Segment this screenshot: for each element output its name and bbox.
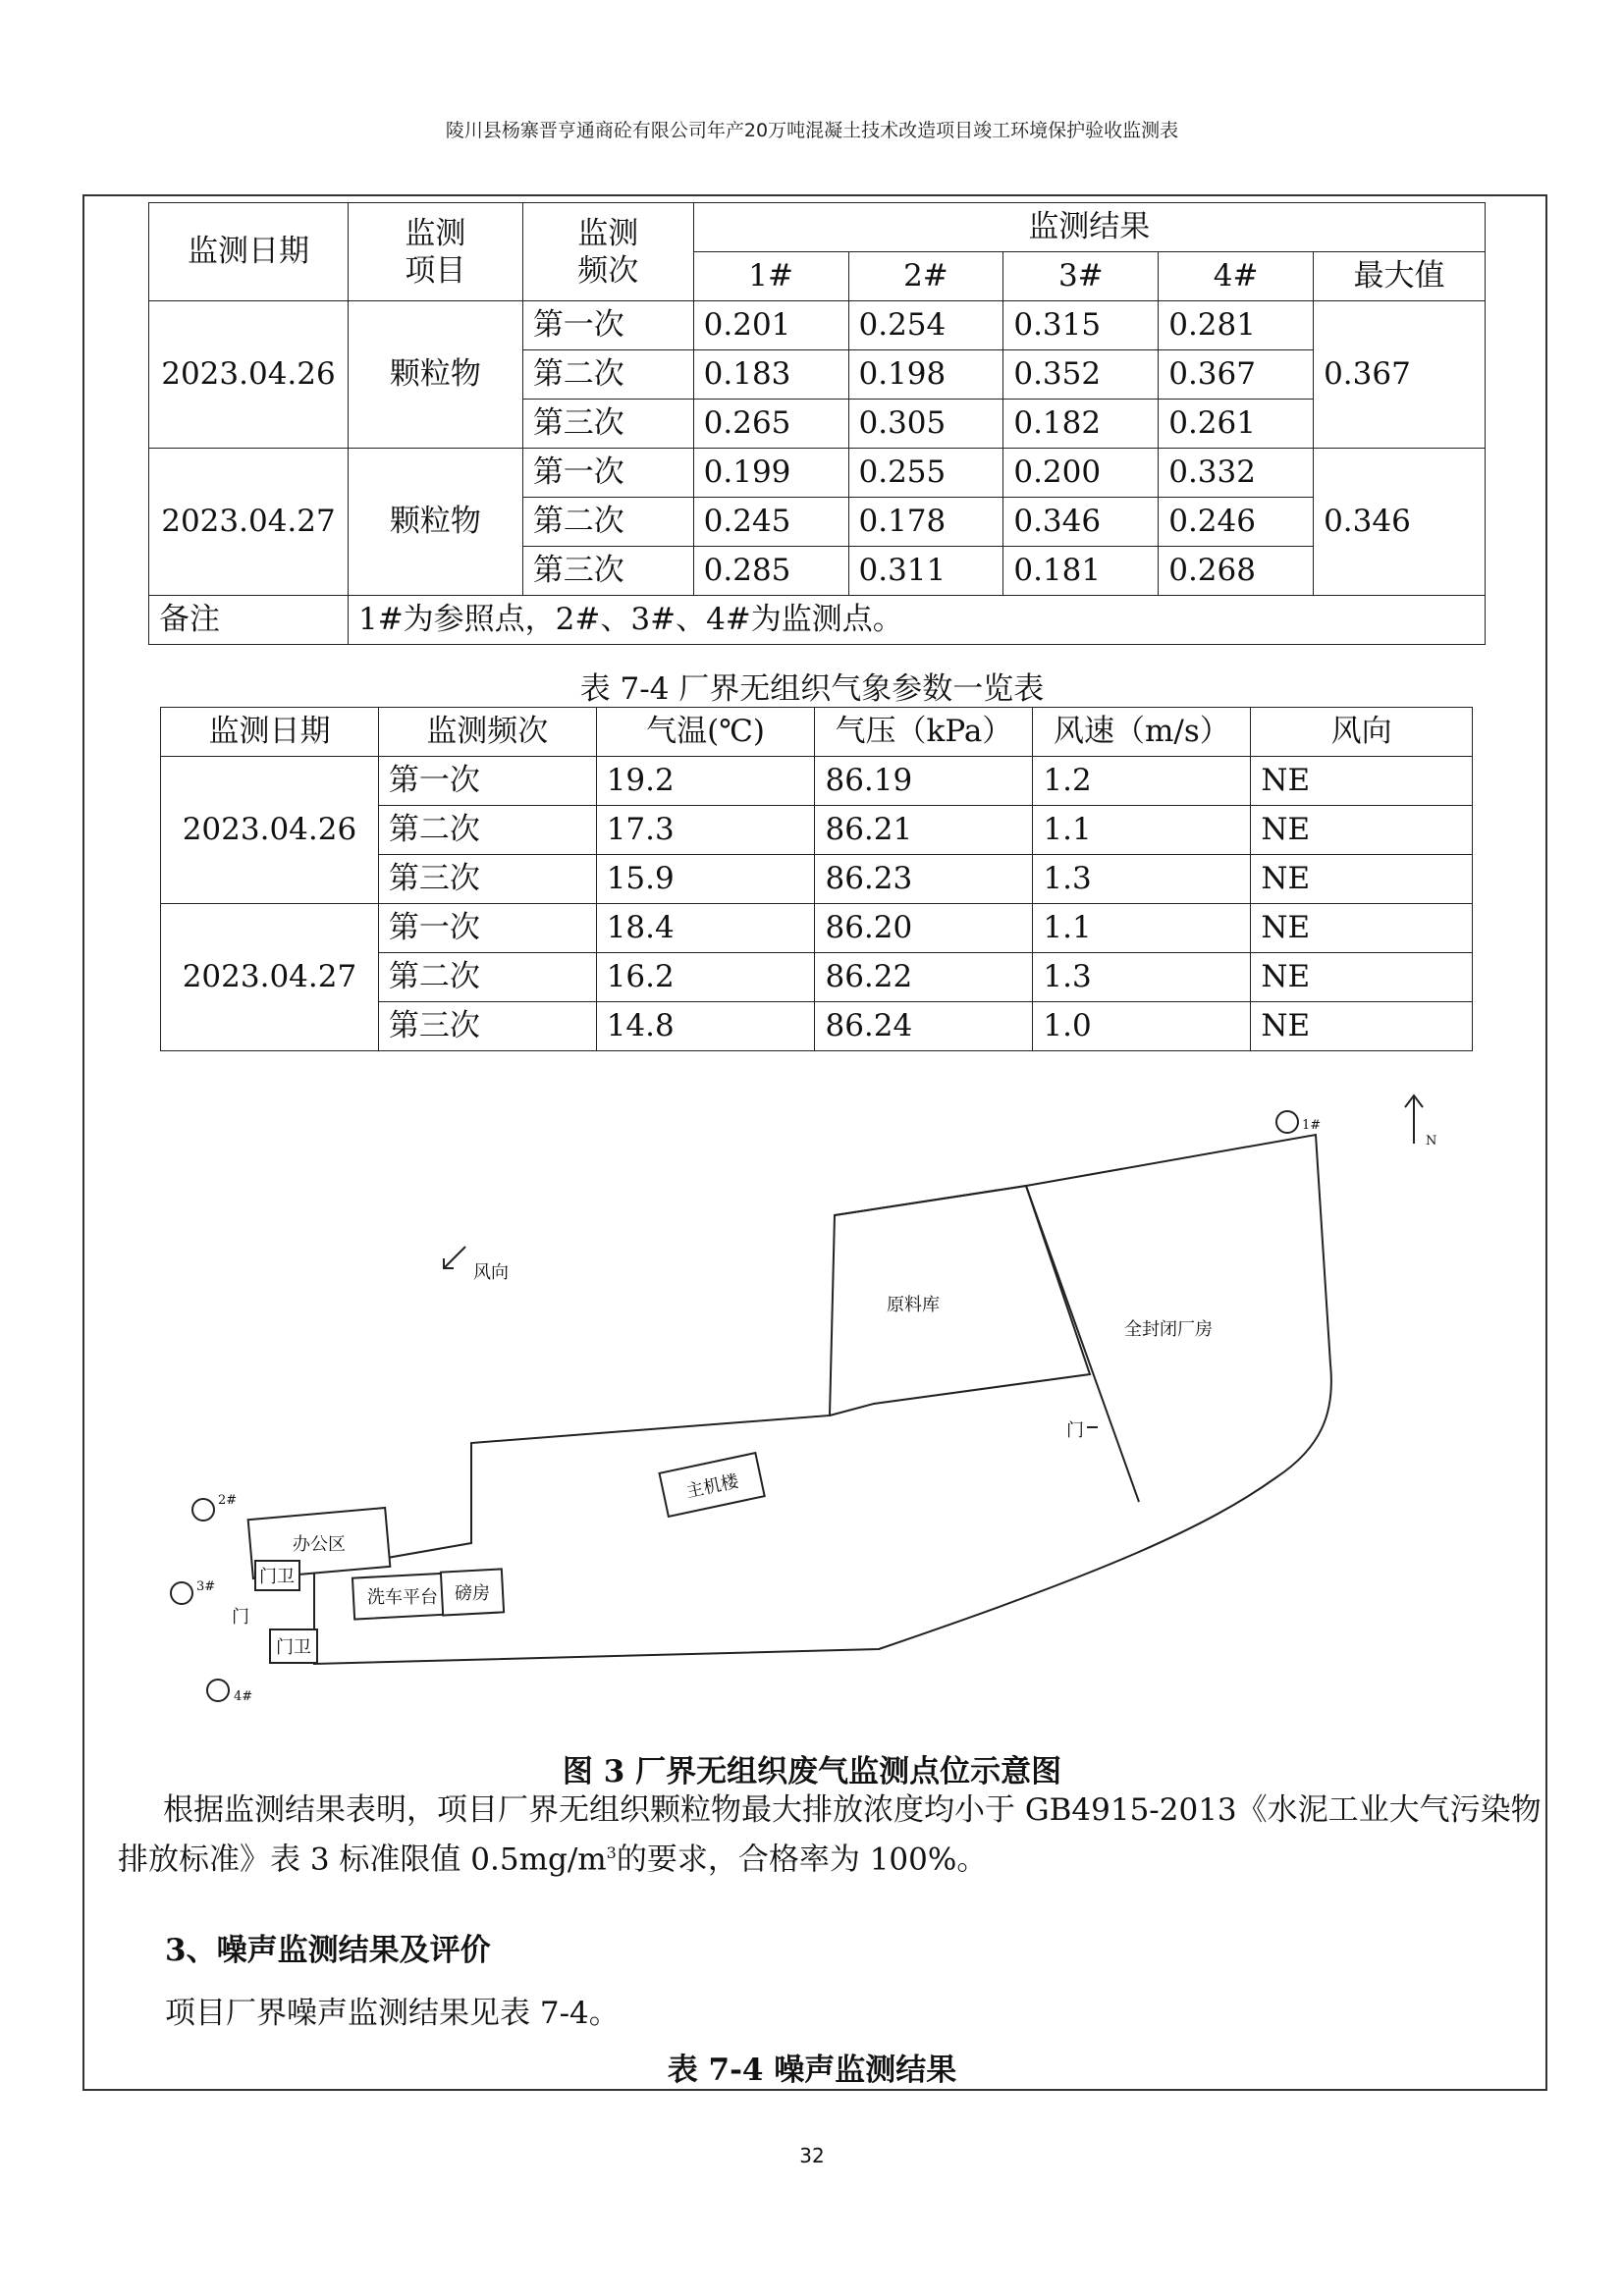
value-cell: 0.200: [1003, 449, 1159, 498]
value-cell: 0.346: [1003, 498, 1159, 547]
value-cell: 0.254: [848, 301, 1003, 350]
value-cell: 18.4: [596, 904, 815, 953]
value-cell: 15.9: [596, 855, 815, 904]
freq-cell: 第一次: [522, 301, 693, 350]
date-cell: 2023.04.27: [161, 904, 379, 1051]
conclusion-text-b: 的要求，合格率为 100%。: [616, 1842, 988, 1878]
weather-params-table: [160, 707, 1473, 1051]
header-wind-direction: 风向: [1251, 708, 1473, 757]
monitoring-point-2: [192, 1499, 214, 1521]
freq-cell: 第二次: [522, 350, 693, 400]
value-cell: 0.178: [848, 498, 1003, 547]
freq-cell: 第三次: [522, 547, 693, 596]
raw-store-outline: [830, 1186, 1090, 1415]
site-diagram: [147, 1090, 1453, 1767]
page-number: 32: [799, 2144, 825, 2167]
value-cell: 0.332: [1159, 449, 1314, 498]
header-max: 最大值: [1314, 252, 1486, 301]
value-cell: 1.3: [1033, 855, 1251, 904]
header-date: 监测日期: [149, 203, 349, 301]
item-cell: 颗粒物: [348, 449, 522, 596]
monitoring-point-4: [207, 1680, 229, 1701]
figure-caption: 图 3 厂界无组织废气监测点位示意图: [562, 1754, 1062, 1789]
conclusion-superscript: 3: [606, 1843, 617, 1862]
wash-platform-label: 洗车平台: [367, 1587, 438, 1608]
plant-divider: [1026, 1186, 1139, 1502]
value-cell: 86.20: [815, 904, 1033, 953]
value-cell: 1.1: [1033, 904, 1251, 953]
value-cell: 1.0: [1033, 1002, 1251, 1051]
value-cell: NE: [1251, 855, 1473, 904]
value-cell: 0.183: [693, 350, 848, 400]
freq-cell: 第一次: [378, 904, 596, 953]
value-cell: 0.268: [1159, 547, 1314, 596]
max-cell: 0.367: [1314, 301, 1486, 449]
gate-label-east: 门: [1066, 1420, 1084, 1441]
header-item: 监测 项目: [348, 203, 522, 301]
header-results: 监测结果: [693, 203, 1485, 252]
value-cell: 19.2: [596, 757, 815, 806]
value-cell: 86.24: [815, 1002, 1033, 1051]
value-cell: 0.311: [848, 547, 1003, 596]
value-cell: 86.21: [815, 806, 1033, 855]
header-frequency: 监测 频次: [522, 203, 693, 301]
value-cell: 0.352: [1003, 350, 1159, 400]
freq-cell: 第二次: [378, 806, 596, 855]
value-cell: 17.3: [596, 806, 815, 855]
value-cell: 0.245: [693, 498, 848, 547]
value-cell: 0.199: [693, 449, 848, 498]
monitoring-point-3: [171, 1582, 192, 1604]
value-cell: 14.8: [596, 1002, 815, 1051]
date-cell: 2023.04.27: [149, 449, 349, 596]
value-cell: NE: [1251, 953, 1473, 1002]
wind-direction-arrow: [444, 1247, 509, 1283]
table-row: [161, 904, 1473, 953]
value-cell: 0.201: [693, 301, 848, 350]
value-cell: 0.315: [1003, 301, 1159, 350]
point-4-label: 4#: [234, 1689, 253, 1704]
main-building-label: 主机楼: [683, 1470, 741, 1503]
value-cell: NE: [1251, 904, 1473, 953]
value-cell: 0.261: [1159, 400, 1314, 449]
section-title: 3、噪声监测结果及评价: [165, 1933, 491, 1968]
conclusion-text-a: 根据监测结果表明，项目厂界无组织颗粒物最大排放浓度均小于 GB4915-2013《水泥工业大气污染物排放标准》表 3 标准限值 0.5mg/m: [118, 1792, 1542, 1878]
freq-cell: 第一次: [378, 757, 596, 806]
value-cell: NE: [1251, 806, 1473, 855]
value-cell: NE: [1251, 1002, 1473, 1051]
wind-label: 风向: [473, 1262, 509, 1283]
point-2-label: 2#: [218, 1493, 238, 1508]
header-pressure: 气压（kPa）: [815, 708, 1033, 757]
value-cell: 1.2: [1033, 757, 1251, 806]
value-cell: 0.265: [693, 400, 848, 449]
value-cell: 0.246: [1159, 498, 1314, 547]
value-cell: 0.255: [848, 449, 1003, 498]
date-cell: 2023.04.26: [149, 301, 349, 449]
value-cell: 16.2: [596, 953, 815, 1002]
header-frequency: 监测频次: [378, 708, 596, 757]
note-label: 备注: [149, 596, 349, 645]
raw-store-label: 原料库: [887, 1295, 940, 1315]
section-text: 项目厂界噪声监测结果见表 7-4。: [165, 1996, 620, 2031]
table-row: [149, 449, 1486, 498]
value-cell: 0.367: [1159, 350, 1314, 400]
header-temperature: 气温(℃): [596, 708, 815, 757]
guard-label-top: 门卫: [259, 1567, 295, 1587]
max-cell: 0.346: [1314, 449, 1486, 596]
scale-room-label: 磅房: [455, 1583, 490, 1604]
guard-label-bottom: 门卫: [276, 1637, 311, 1658]
item-cell: 颗粒物: [348, 301, 522, 449]
value-cell: 0.305: [848, 400, 1003, 449]
value-cell: 86.19: [815, 757, 1033, 806]
note-row: [149, 596, 1486, 645]
closed-plant-label: 全封闭厂房: [1124, 1319, 1213, 1340]
particulate-results-table: [148, 202, 1486, 645]
value-cell: 0.182: [1003, 400, 1159, 449]
table3-caption: 表 7-4 噪声监测结果: [667, 2053, 957, 2088]
header-point: 3#: [1003, 252, 1159, 301]
freq-cell: 第三次: [378, 1002, 596, 1051]
freq-cell: 第一次: [522, 449, 693, 498]
value-cell: 1.1: [1033, 806, 1251, 855]
freq-cell: 第三次: [378, 855, 596, 904]
office-label: 办公区: [293, 1534, 346, 1555]
north-arrow: [1405, 1095, 1436, 1148]
note-text: 1#为参照点，2#、3#、4#为监测点。: [348, 596, 1485, 645]
header-point: 4#: [1159, 252, 1314, 301]
date-cell: 2023.04.26: [161, 757, 379, 904]
value-cell: 0.181: [1003, 547, 1159, 596]
value-cell: 0.285: [693, 547, 848, 596]
value-cell: 1.3: [1033, 953, 1251, 1002]
header-wind-speed: 风速（m/s）: [1033, 708, 1251, 757]
page-header: 陵川县杨寨晋亨通商砼有限公司年产20万吨混凝土技术改造项目竣工环境保护验收监测表: [445, 120, 1179, 141]
value-cell: 86.22: [815, 953, 1033, 1002]
table-row: [161, 757, 1473, 806]
value-cell: 86.23: [815, 855, 1033, 904]
monitoring-point-1: [1276, 1111, 1298, 1133]
north-label: N: [1426, 1134, 1437, 1148]
value-cell: NE: [1251, 757, 1473, 806]
header-point: 2#: [848, 252, 1003, 301]
value-cell: 0.198: [848, 350, 1003, 400]
point-1-label: 1#: [1302, 1118, 1322, 1133]
header-date: 监测日期: [161, 708, 379, 757]
point-3-label: 3#: [196, 1579, 216, 1594]
gate-label-west: 门: [232, 1607, 249, 1628]
header-point: 1#: [693, 252, 848, 301]
value-cell: 0.281: [1159, 301, 1314, 350]
freq-cell: 第二次: [522, 498, 693, 547]
table2-caption: 表 7-4 厂界无组织气象参数一览表: [579, 671, 1045, 707]
freq-cell: 第二次: [378, 953, 596, 1002]
conclusion-paragraph: [118, 1789, 1542, 1881]
table-row: [149, 301, 1486, 350]
freq-cell: 第三次: [522, 400, 693, 449]
